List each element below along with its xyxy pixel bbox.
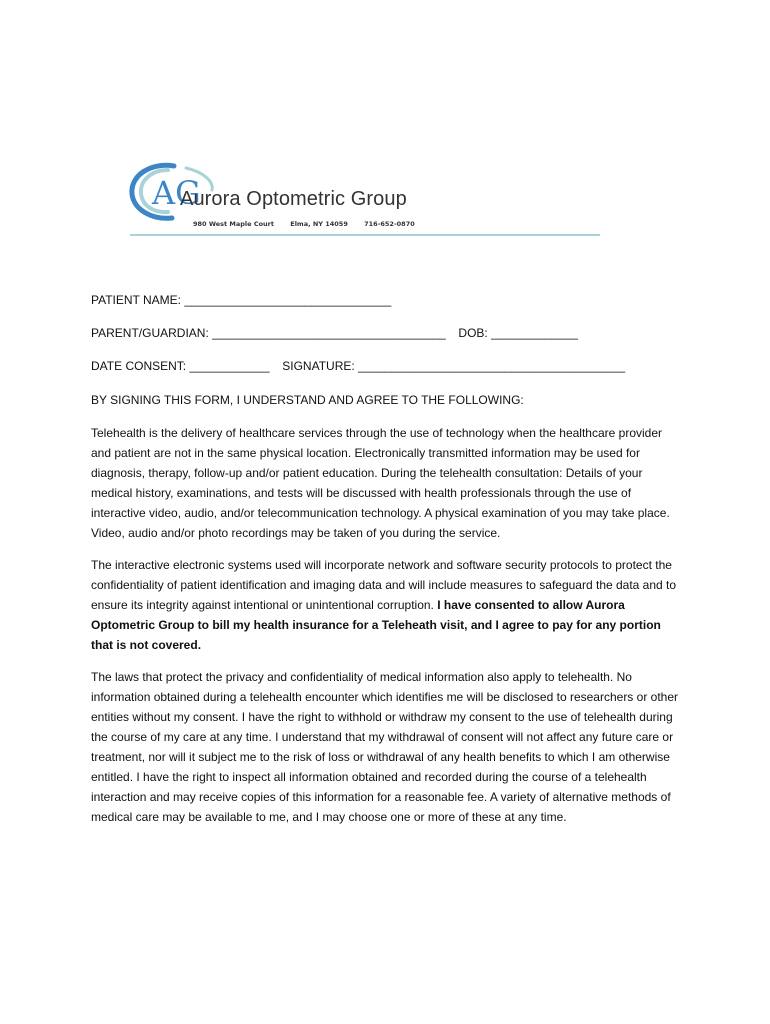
letterhead [128,160,600,240]
security-text: The interactive electronic systems used will incorporate network and software security protocols to protect the confidentiality of patient identification and imaging data and will include measures to safeguard the data and to ensure its integrity against intentional or unintentional corruption. [91,558,677,612]
parent-guardian-label: PARENT/GUARDIAN: [91,326,209,340]
patient-name-blank[interactable]: _______________________________ [184,293,392,307]
dob-blank[interactable]: _____________ [491,326,578,340]
consent-form-fields [91,292,691,391]
org-city: Elma, NY 14059 [290,220,348,228]
dob-label: DOB: [458,326,488,340]
org-street: 980 West Maple Court [193,220,274,228]
parent-guardian-field[interactable] [91,325,691,341]
signature-blank[interactable]: ________________________________________ [358,359,625,373]
patient-name-field[interactable] [91,292,691,308]
letterhead-divider [130,234,600,236]
agreement-intro: BY SIGNING THIS FORM, I UNDERSTAND AND AGREE TO THE FOLLOWING: [91,393,524,407]
org-address-line [193,220,429,228]
date-consent-blank[interactable]: ____________ [189,359,270,373]
privacy-rights-paragraph: The laws that protect the privacy and confidentiality of medical information also apply to telehealth. No information obtained during a telehealth encounter which identifies me will be disclosed to researchers or other entities without my consent. I have the right to withhold or withdraw my consent to the use of telehealth during the course of my care at any time. I understand that my withdrawal of consent will not affect any future care or treatment, nor will it subject me to the risk of loss or withdrawal of any health benefits to which I am otherwise entitled. I have the right to inspect all information obtained and recorded during the course of a telehealth interaction and may receive copies of this information for a reasonable fee. A variety of alternative methods of medical care may be available to me, and I may choose one or more of these at any time. [91,670,678,824]
org-phone: 716-652-0870 [364,220,415,228]
parent-guardian-blank[interactable]: ___________________________________ [212,326,446,340]
date-signature-field[interactable] [91,358,691,374]
date-consent-label: DATE CONSENT: [91,359,187,373]
signature-label: SIGNATURE: [282,359,355,373]
org-name: Aurora Optometric Group [180,188,407,210]
patient-name-label: PATIENT NAME: [91,293,182,307]
billing-consent-text: I have consented to allow Aurora Optometric Group to bill my health insurance for a Teleheath visit, and I agree to pay for any portion that is not covered. [91,598,661,652]
consent-body [91,423,683,839]
telehealth-definition-paragraph: Telehealth is the delivery of healthcare services through the use of technology when the healthcare provider and patient are not in the same physical location. Electronically transmitted information may be used for diagnosis, therapy, follow-up and/or patient education. During the telehealth consultation: Details of your medical history, examinations, and tests will be discussed with health professionals through the use of interactive video, audio, and/or telecommunication technology. A physical examination of you may take place. Video, audio and/or photo recordings may be taken of you during the service. [91,426,670,540]
logo-letters: AG [152,174,201,212]
security-billing-paragraph [91,555,683,655]
